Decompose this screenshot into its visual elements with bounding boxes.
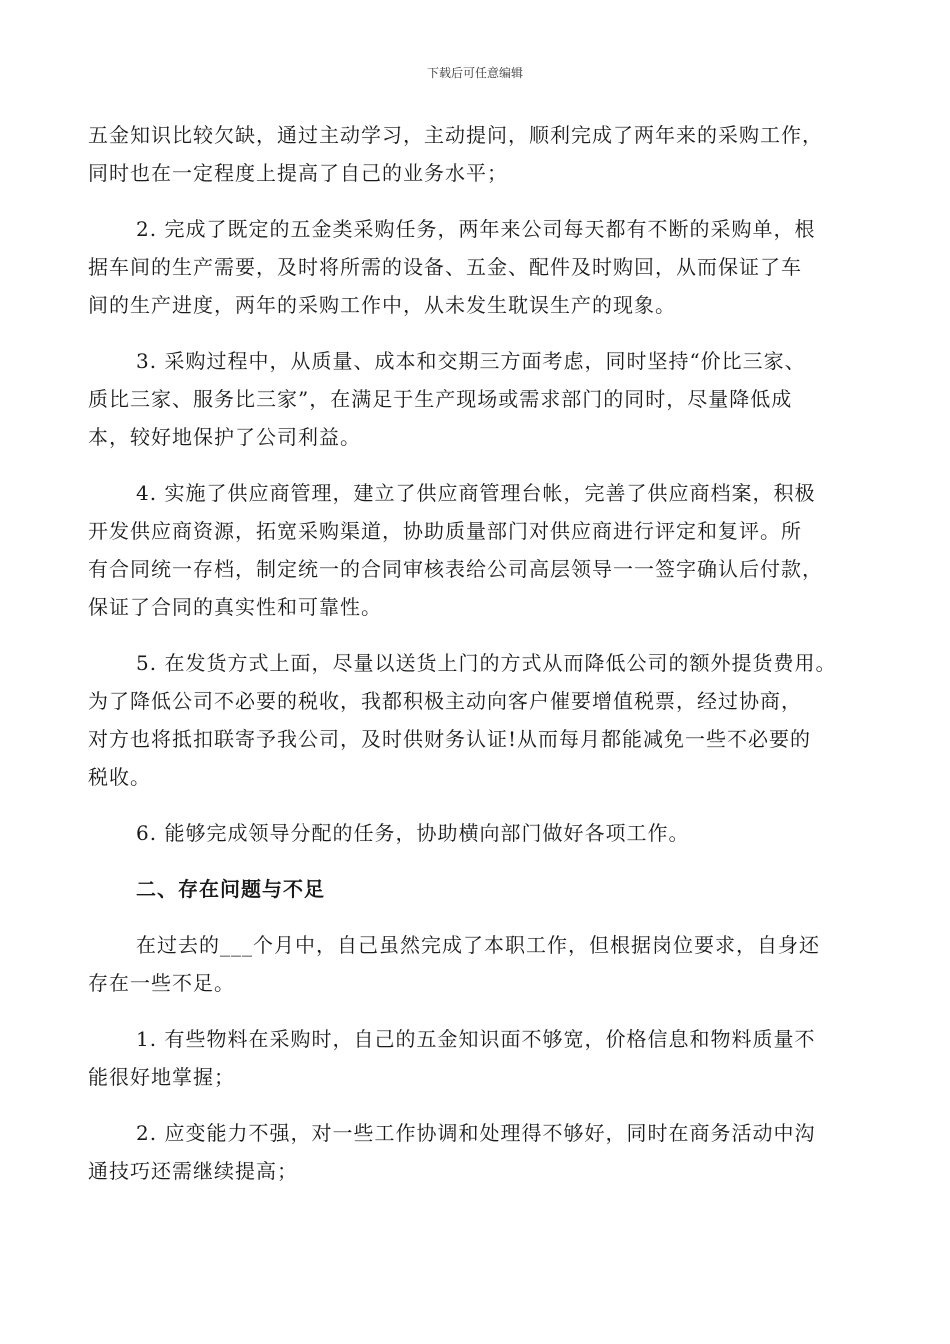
- paragraph-line: 6. 能够完成领导分配的任务，协助横向部门做好各项工作。: [136, 821, 690, 845]
- paragraph-line: 开发供应商资源，拓宽采购渠道，协助质量部门对供应商进行评定和复评。所: [88, 519, 802, 543]
- paragraph-line: 同时也在一定程度上提高了自己的业务水平；: [88, 161, 508, 185]
- paragraph-line: 为了降低公司不必要的税收，我都积极主动向客户催要增值税票，经过协商，: [88, 689, 802, 713]
- paragraph-line: 质比三家、服务比三家”，在满足于生产现场或需求部门的同时，尽量降低成: [88, 387, 793, 411]
- paragraph-line: 通技巧还需继续提高；: [88, 1159, 298, 1183]
- paragraph-line: 本，较好地保护了公司利益。: [88, 425, 361, 449]
- paragraph-line: 1. 有些物料在采购时，自己的五金知识面不够宽，价格信息和物料质量不: [136, 1027, 816, 1051]
- paragraph-line: 税收。: [88, 765, 151, 789]
- paragraph-line: 对方也将抵扣联寄予我公司，及时供财务认证!从而每月都能减免一些不必要的: [88, 727, 812, 751]
- paragraph-line: 间的生产进度，两年的采购工作中，从未发生耽误生产的现象。: [88, 293, 676, 317]
- paragraph-item-6: [88, 814, 863, 852]
- paragraph-line: 在过去的___个月中，自己虽然完成了本职工作，但根据岗位要求，自身还: [136, 933, 820, 957]
- paragraph-line: 5. 在发货方式上面，尽量以送货上门的方式从而降低公司的额外提货费用。: [136, 651, 837, 675]
- paragraph-item-2: [88, 210, 863, 324]
- paragraph-shortcomings-intro: [88, 926, 863, 1002]
- paragraph-shortcoming-1: [88, 1020, 863, 1096]
- paragraph-line: 能很好地掌握；: [88, 1065, 235, 1089]
- paragraph-shortcoming-2: [88, 1114, 863, 1190]
- paragraph-intro-continued: [88, 116, 863, 192]
- paragraph-line: 五金知识比较欠缺，通过主动学习，主动提问，顺利完成了两年来的采购工作，: [88, 123, 823, 147]
- paragraph-line: 3. 采购过程中，从质量、成本和交期三方面考虑，同时坚持“价比三家、: [136, 349, 806, 373]
- paragraph-item-4: [88, 474, 863, 626]
- paragraph-line: 4. 实施了供应商管理，建立了供应商管理台帐，完善了供应商档案，积极: [136, 481, 816, 505]
- paragraph-line: 2. 完成了既定的五金类采购任务，两年来公司每天都有不断的采购单，根: [136, 217, 816, 241]
- section-heading: 二、存在问题与不足: [136, 877, 325, 901]
- paragraph-line: 有合同统一存档，制定统一的合同审核表给公司高层领导一一签字确认后付款，: [88, 557, 823, 581]
- paragraph-line: 据车间的生产需要，及时将所需的设备、五金、配件及时购回，从而保证了车: [88, 255, 802, 279]
- paragraph-line: 2. 应变能力不强，对一些工作协调和处理得不够好，同时在商务活动中沟: [136, 1121, 816, 1145]
- paragraph-line: 存在一些不足。: [88, 971, 235, 995]
- paragraph-line: 保证了合同的真实性和可靠性。: [88, 595, 382, 619]
- page-header: 下载后可任意编辑: [426, 66, 523, 80]
- paragraph-item-3: [88, 342, 863, 456]
- document-body: [88, 116, 863, 1208]
- paragraph-item-5: [88, 644, 863, 796]
